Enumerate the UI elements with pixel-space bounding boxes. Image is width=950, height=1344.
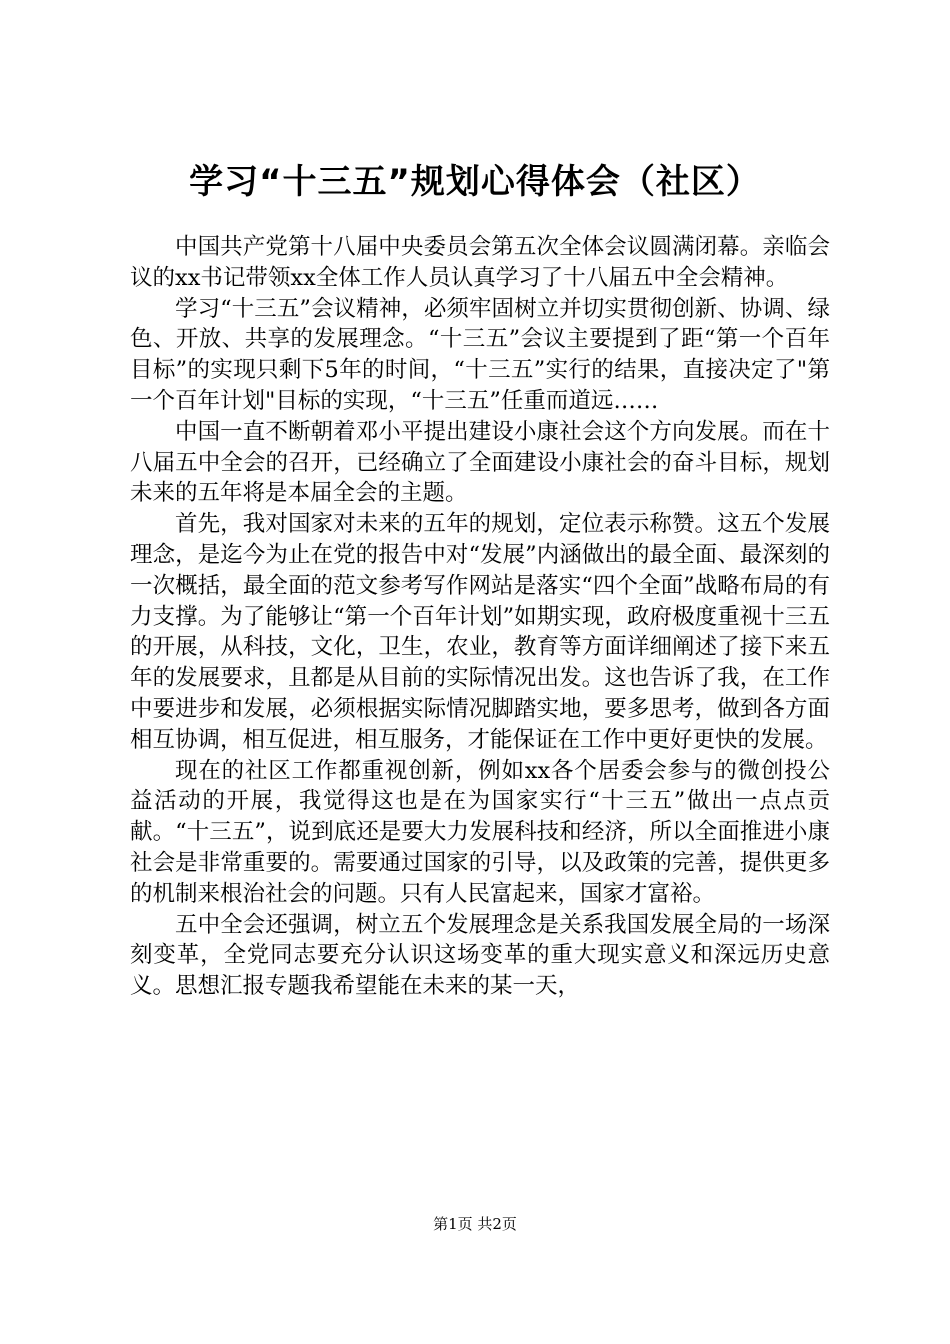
paragraph: 中国共产党第十八届中央委员会第五次全体会议圆满闭幕。亲临会议的xx书记带领xx全体工作人员认真学习了十八届五中全会精神。 <box>130 234 830 291</box>
document-title: 学习“十三五”规划心得体会（社区） <box>189 162 761 202</box>
document-body <box>130 232 830 1002</box>
paragraph: 现在的社区工作都重视创新，例如xx各个居委会参与的微创投公益活动的开展，我觉得这也是在为国家实行“十三五”做出一点点贡献。“十三五”，说到底还是要大力发展科技和经济，所以全面推进小康社会是非常重要的。需要通过国家的引导，以及政策的完善，提供更多的机制来根治社会的问题。只有人民富起来，国家才富裕。 <box>130 757 830 907</box>
paragraph: 五中全会还强调，树立五个发展理念是关系我国发展全局的一场深刻变革，全党同志要充分认识这场变革的重大现实意义和深远历史意义。思想汇报专题我希望能在未来的某一天， <box>130 911 830 1000</box>
page-footer: 第1页 共2页 <box>433 1215 517 1233</box>
paragraph: 首先，我对国家对未来的五年的规划，定位表示称赞。这五个发展理念，是迄今为止在党的报告中对“发展”内涵做出的最全面、最深刻的一次概括，最全面的范文参考写作网站是落实“四个全面”战略布局的有力支撑。为了能够让“第一个百年计划”如期实现，政府极度重视十三五的开展，从科技，文化，卫生，农业，教育等方面详细阐述了接下来五年的发展要求，且都是从目前的实际情况出发。这也告诉了我，在工作中要进步和发展，必须根据实际情况脚踏实地，要多思考，做到各方面相互协调，相互促进，相互服务，才能保证在工作中更好更快的发展。 <box>130 511 830 753</box>
paragraph: 中国一直不断朝着邓小平提出建设小康社会这个方向发展。而在十八届五中全会的召开，已经确立了全面建设小康社会的奋斗目标，规划未来的五年将是本届全会的主题。 <box>130 418 830 507</box>
paragraph: 学习“十三五”会议精神，必须牢固树立并切实贯彻创新、协调、绿色、开放、共享的发展理念。“十三五”会议主要提到了距“第一个百年目标”的实现只剩下5年的时间，“十三五”实行的结果，直接决定了"第一个百年计划"目标的实现，“十三五”任重而道远…… <box>130 295 830 414</box>
